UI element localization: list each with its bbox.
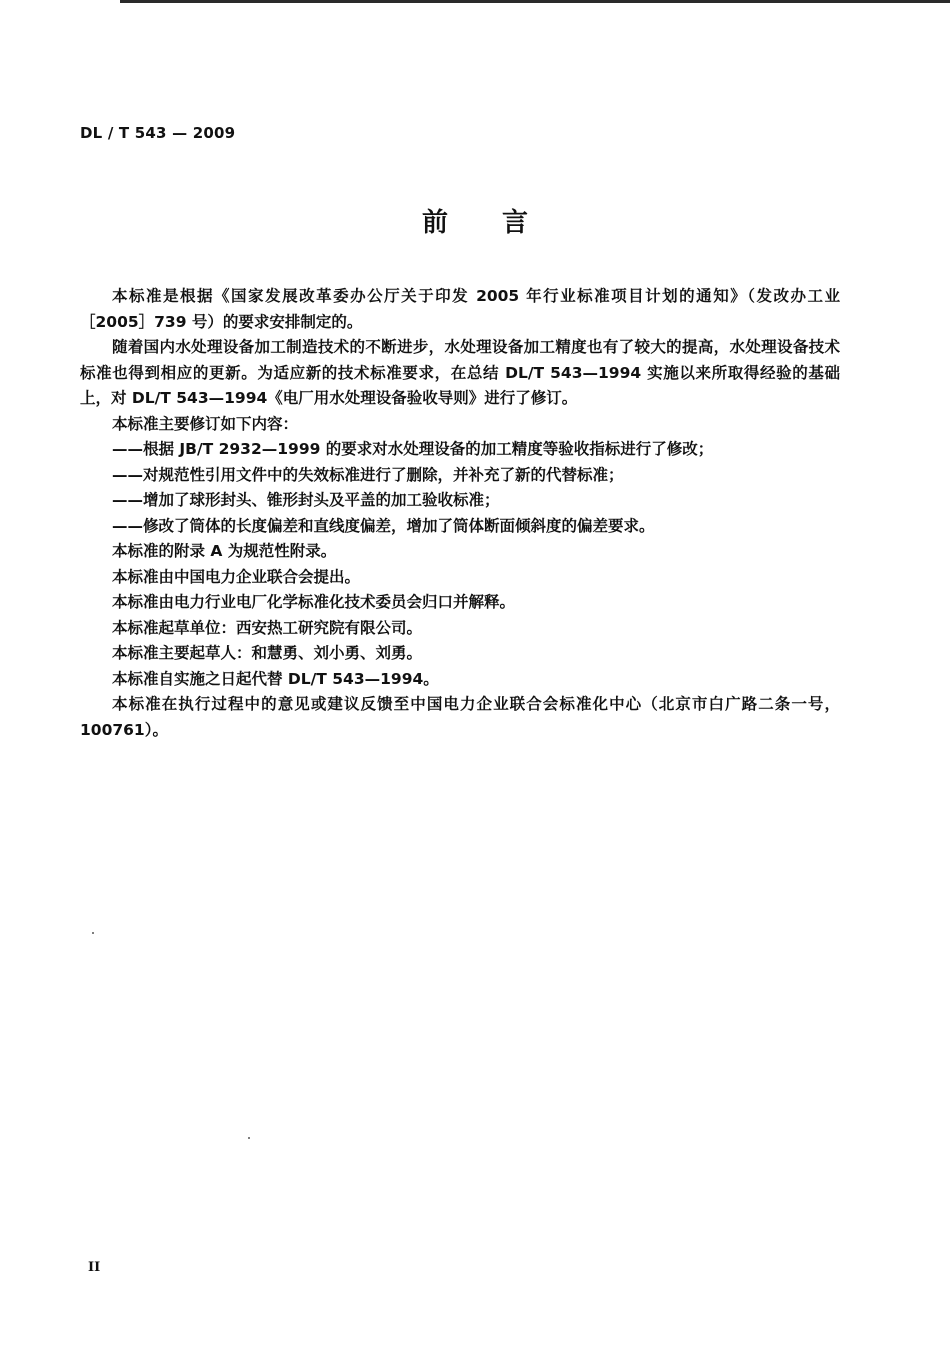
paragraph-appendix: 本标准的附录 A 为规范性附录。 <box>112 542 337 560</box>
paragraph-committee: 本标准由电力行业电厂化学标准化技术委员会归口并解释。 <box>112 593 516 611</box>
revision-item: ——增加了球形封头、锥形封头及平盖的加工验收标准； <box>112 491 500 509</box>
paragraph-drafting-unit: 本标准起草单位：西安热工研究院有限公司。 <box>112 618 423 637</box>
paragraph-proposer: 本标准由中国电力企业联合会提出。 <box>112 567 361 586</box>
paragraph-background: 随着国内水处理设备加工制造技术的不断进步，水处理设备加工精度也有了较大的提高，水处理设备技术标准也得到相应的更新。为适应新的技术标准要求，在总结 DL/T 543—1994 实施以来所取得经验的基础上，对 DL/T 543—1994《电厂用水处理设备验收导则》进行了修订。 <box>80 338 840 407</box>
top-border-rule <box>120 0 950 3</box>
scan-speck <box>92 932 94 934</box>
revision-item: ——根据 JB/T 2932—1999 的要求对水处理设备的加工精度等验收指标进行了修改； <box>112 440 714 458</box>
page-title: 前言 <box>421 208 582 238</box>
paragraph-drafters: 本标准主要起草人：和慧勇、刘小勇、刘勇。 <box>112 644 423 662</box>
page-number: II <box>88 1260 101 1275</box>
paragraph-replacement: 本标准自实施之日起代替 DL/T 543—1994。 <box>112 669 439 688</box>
revision-item: ——对规范性引用文件中的失效标准进行了删除，并补充了新的代替标准； <box>112 465 624 484</box>
foreword-body <box>80 284 840 743</box>
paragraph-basis: 本标准是根据《国家发展改革委办公厅关于印发 2005 年行业标准项目计划的通知》（发改办工业［2005］739 号）的要求安排制定的。 <box>80 287 840 331</box>
revision-item: ——修改了筒体的长度偏差和直线度偏差，增加了筒体断面倾斜度的偏差要求。 <box>112 516 655 535</box>
scan-speck <box>248 1137 250 1139</box>
document-code: DL / T 543 — 2009 <box>80 124 236 142</box>
paragraph-revisions-intro: 本标准主要修订如下内容： <box>112 414 299 433</box>
paragraph-feedback: 本标准在执行过程中的意见或建议反馈至中国电力企业联合会标准化中心（北京市白广路二条一号，100761）。 <box>80 695 840 739</box>
